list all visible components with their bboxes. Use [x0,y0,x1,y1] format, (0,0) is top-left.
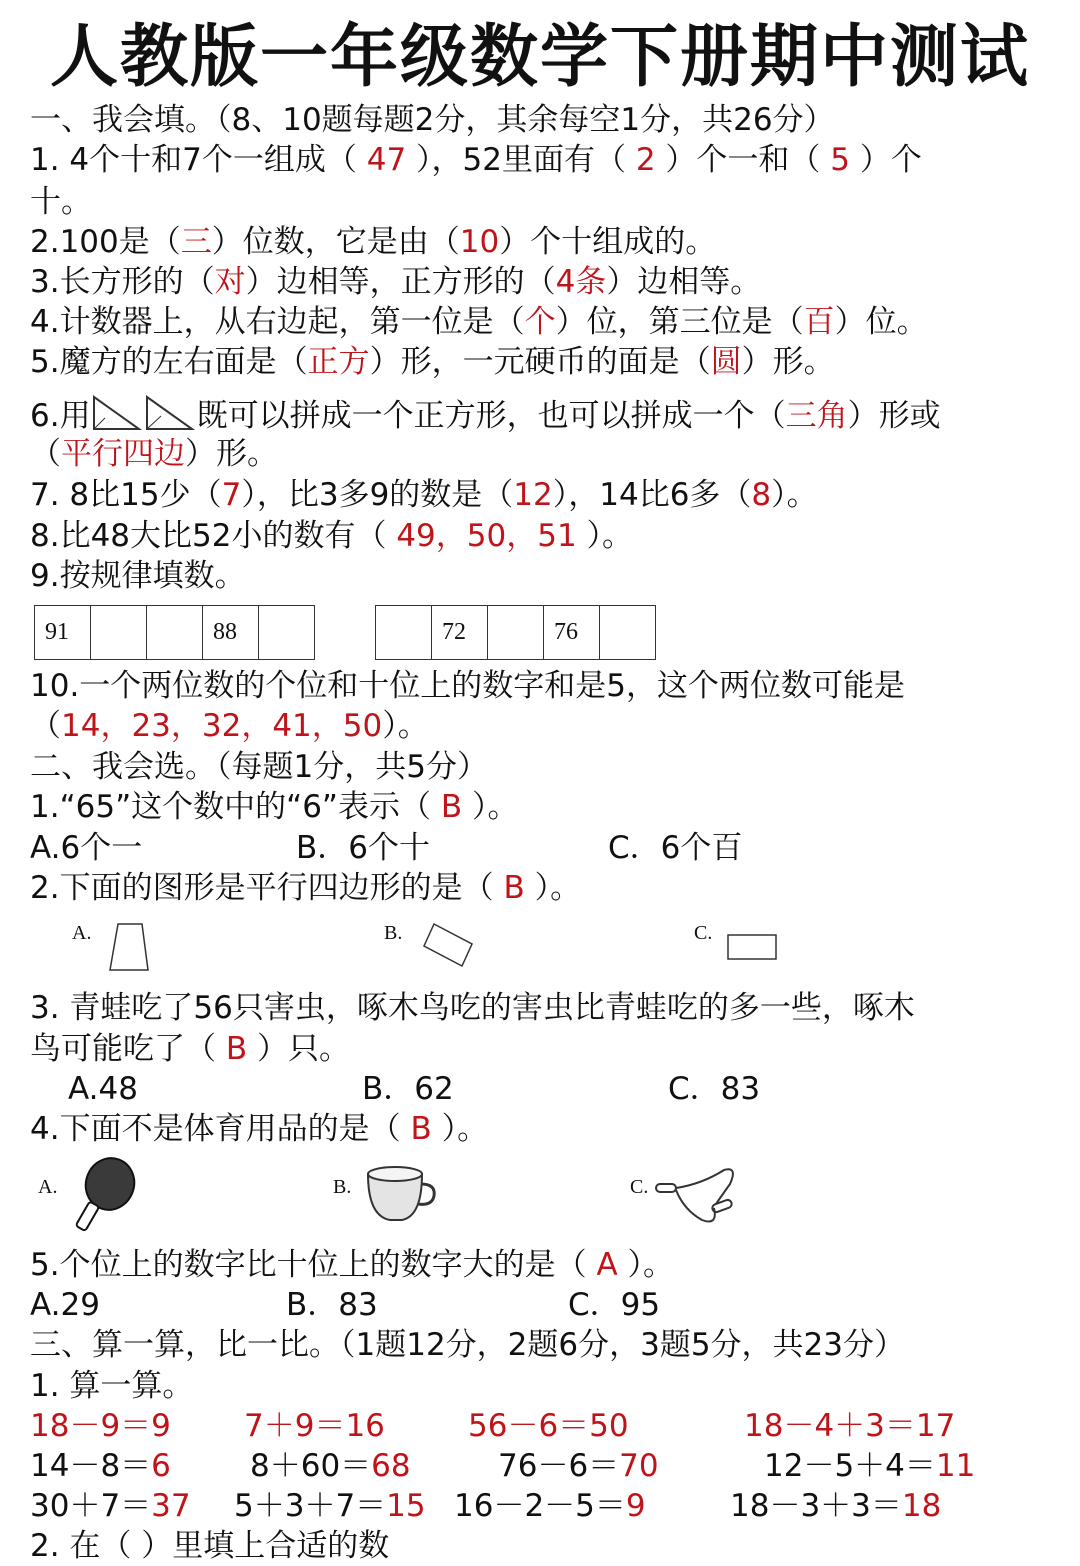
answer: 14，23，32，41，50 [61,708,383,744]
q2-4-option-c: C. [630,1176,649,1198]
sequence-cell [147,606,203,660]
q2-2: 2.下面的图形是平行四边形的是（ B ）。 [30,870,582,906]
q2-5: 5.个位上的数字比十位上的数字大的是（ A ）。 [30,1247,675,1283]
sequence-cell: 76 [544,606,600,660]
q1-8: 8.比48大比52小的数有（ 49，50，51 ）。 [30,518,634,554]
section1-header: 一、我会填。（8、10题每题2分，其余每空1分，共26分） [30,102,835,138]
q3-2: 2. 在（ ）里填上合适的数 [30,1528,390,1564]
trapezoid-icon [106,920,152,974]
q2-5-option-c: C．95 [568,1287,661,1323]
q1-10-cont: （14，23，32，41，50）。 [30,708,429,744]
sequence-cell [91,606,147,660]
q1-2: 2.100是（三）位数，它是由（10）个十组成的。 [30,224,717,260]
q2-1: 1.“65”这个数中的“6”表示（ B ）。 [30,789,519,825]
q2-5-option-b: B．83 [286,1287,378,1323]
answer: 12 [513,477,553,513]
page-title: 人教版一年级数学下册期中测试 [49,18,1030,97]
calc-item: 7＋9＝16 [244,1408,385,1444]
q2-1-option-a: A.6个一 [30,830,143,866]
q1-7: 7. 8比15少（7），比3多9的数是（12），14比6多（8）。 [30,477,818,513]
calc-item: 18－9＝9 [30,1408,171,1444]
answer: 圆 [710,344,742,380]
answer: B [225,1031,248,1067]
q2-3-option-a: A.48 [68,1071,138,1107]
q2-2-option-a: A. [72,922,92,944]
q2-3-option-b: B．62 [362,1071,454,1107]
answer: 三角 [785,398,848,434]
sequence-cell: 72 [432,606,488,660]
answer: 47 [366,142,407,178]
sequence-cell [259,606,315,660]
q1-3: 3.长方形的（对）边相等，正方形的（4条）边相等。 [30,264,762,300]
answer: 平行四边 [61,436,185,472]
answer: 5 [830,142,851,178]
q1-5: 5.魔方的左右面是（正方）形，一元硬币的面是（圆）形。 [30,344,835,380]
calc-item: 18－4＋3＝17 [744,1408,956,1444]
calc-item: 14－8＝6 [30,1448,171,1484]
q2-4-option-a: A. [38,1176,58,1198]
q1-9: 9.按规律填数。 [30,558,246,594]
section3-header: 三、算一算，比一比。（1题12分，2题6分，3题5分，共23分） [30,1327,906,1363]
calc-item: 56－6＝50 [468,1408,629,1444]
answer: 三 [180,224,212,260]
answer: 7 [221,477,242,513]
q2-3-cont: 鸟可能吃了（ B ）只。 [30,1031,350,1067]
sequence-cell: 91 [35,606,91,660]
section2-header: 二、我会选。（每题1分，共5分） [30,749,488,785]
answer: 49，50，51 [396,518,577,554]
q1-6-cont: （平行四边）形。 [30,436,278,472]
q2-2-option-b: B. [384,922,403,944]
q1-10: 10.一个两位数的个位和十位上的数字和是5，这个两位数可能是 [30,668,906,704]
answer: 8 [751,477,772,513]
answer: 百 [803,304,835,340]
q3-1: 1. 算一算。 [30,1368,194,1404]
answer: 对 [214,264,246,300]
parallelogram-icon [420,918,476,970]
teacup-icon [362,1160,438,1226]
q1-4: 4.计数器上，从右边起，第一位是（个）位，第三位是（百）位。 [30,304,928,340]
answer: A [596,1247,618,1283]
q1-1-cont: 十。 [30,184,92,220]
answer: 个 [524,304,556,340]
q2-5-option-a: A.29 [30,1287,100,1323]
answer: 4条 [555,264,607,300]
calc-item: 16－2－5＝9 [454,1488,646,1524]
rectangle-icon [726,932,780,962]
calc-item: 76－6＝70 [498,1448,659,1484]
answer: 2 [635,142,656,178]
calc-item: 12－5＋4＝11 [764,1448,976,1484]
triangle-pair-icon [91,394,197,432]
calc-item: 5＋3＋7＝15 [234,1488,426,1524]
calc-item: 18－3＋3＝18 [730,1488,942,1524]
ping-pong-paddle-icon [72,1156,138,1236]
sequence-table-2 [375,605,656,660]
q2-1-option-b: B．6个十 [296,830,430,866]
q1-6: 6.用 既可以拼成一个正方形，也可以拼成一个（三角）形或 [30,394,941,436]
jump-rope-icon [654,1164,738,1228]
q2-2-option-c: C. [694,922,713,944]
answer: 10 [459,224,500,260]
sequence-cell [488,606,544,660]
q2-4-option-b: B. [333,1176,352,1198]
answer: 正方 [307,344,370,380]
answer: B [503,870,525,906]
q2-1-option-c: C．6个百 [608,830,743,866]
sequence-cell [376,606,432,660]
q2-3-option-c: C．83 [668,1071,761,1107]
sequence-table-1 [34,605,315,660]
answer: B [410,1111,432,1147]
calc-item: 8＋60＝68 [250,1448,411,1484]
q2-3: 3. 青蛙吃了56只害虫，啄木鸟吃的害虫比青蛙吃的多一些，啄木 [30,990,915,1026]
q1-1: 1. 4个十和7个一组成（ 47 ），52里面有（ 2 ）个一和（ 5 ）个 [30,142,922,178]
sequence-cell [600,606,656,660]
sequence-cell: 88 [203,606,259,660]
q2-4: 4.下面不是体育用品的是（ B ）。 [30,1111,489,1147]
answer: B [440,789,463,825]
calc-item: 30＋7＝37 [30,1488,191,1524]
